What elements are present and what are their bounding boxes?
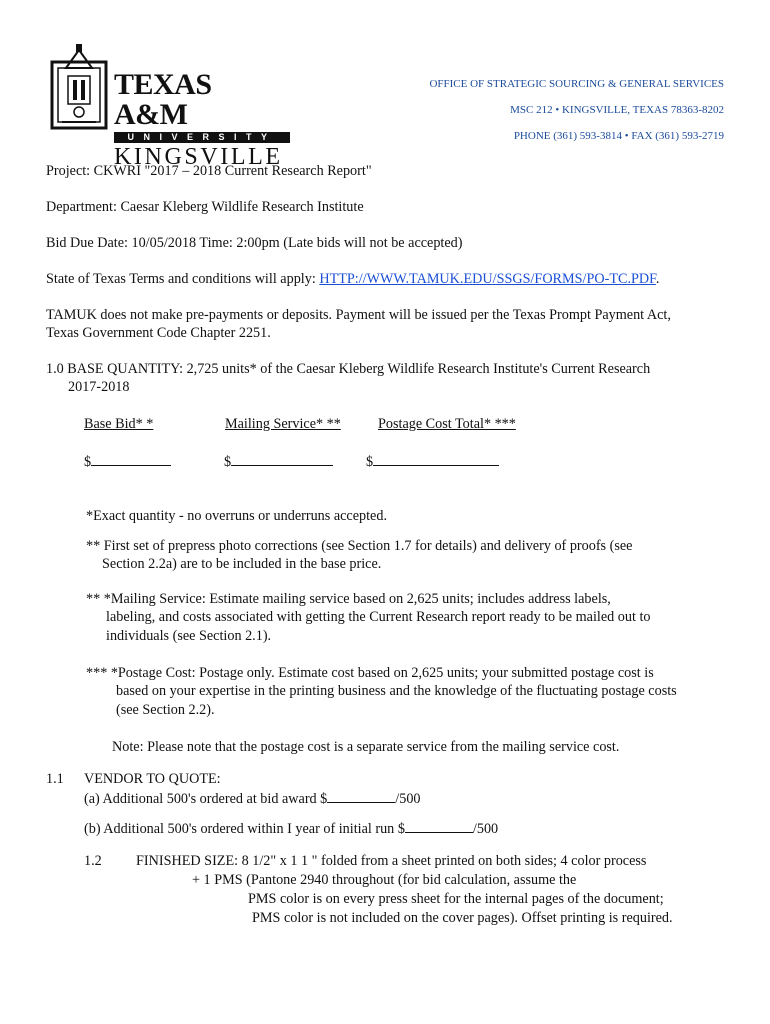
section-1-2-line-3: PMS color is on every press sheet for the internal pages of the document; xyxy=(248,891,664,907)
office-address: MSC 212 • KINGSVILLE, TEXAS 78363-8202 xyxy=(510,104,724,116)
project-line: Project: CKWRI "2017 – 2018 Current Research Report" xyxy=(46,163,372,179)
base-bid-header: Base Bid* * xyxy=(84,416,154,432)
note-mailing-line-1: ** *Mailing Service: Estimate mailing service based on 2,625 units; includes address labels, xyxy=(86,591,611,607)
department-line: Department: Caesar Kleberg Wildlife Research Institute xyxy=(46,199,364,215)
section-1-1-title: VENDOR TO QUOTE: xyxy=(84,771,221,787)
section-1-1-number: 1.1 xyxy=(46,771,64,787)
note-prepress-line-2: Section 2.2a) are to be included in the base price. xyxy=(102,556,382,572)
note-mailing-line-3: individuals (see Section 2.1). xyxy=(106,628,272,644)
note-exact-quantity: *Exact quantity - no overruns or underruns accepted. xyxy=(86,508,387,524)
note-postage-line-1: *** *Postage Cost: Postage only. Estimate cost based on 2,625 units; your submitted postage cost is xyxy=(86,665,654,681)
note-separate-service: Note: Please note that the postage cost is a separate service from the mailing service cost. xyxy=(112,739,620,755)
terms-line xyxy=(46,270,659,288)
base-quantity-line-2: 2017-2018 xyxy=(68,379,130,395)
tower-seal-icon xyxy=(48,42,110,130)
office-phone: PHONE (361) 593-3814 • FAX (361) 593-2719 xyxy=(513,130,724,142)
section-1-1-item-b: (b) Additional 500's ordered within I year of initial run $ /500 xyxy=(84,821,499,837)
university-logo xyxy=(48,42,288,170)
note-postage-line-2: based on your expertise in the printing business and the knowledge of the fluctuating postage costs xyxy=(116,683,677,699)
base-bid-field[interactable]: $ xyxy=(84,452,171,471)
note-prepress-line-1: ** First set of prepress photo corrections (see Section 1.7 for details) and delivery of proofs (see xyxy=(86,538,633,554)
mailing-service-field[interactable]: $ xyxy=(224,452,333,471)
mailing-service-header: Mailing Service* ** xyxy=(225,416,341,432)
bid-due-line: Bid Due Date: 10/05/2018 Time: 2:00pm (Late bids will not be accepted) xyxy=(46,235,463,251)
section-1-1-item-a: (a) Additional 500's ordered at bid award $ /500 xyxy=(84,791,421,807)
section-1-2-line-1: FINISHED SIZE: 8 1/2" x 1 1 " folded from a sheet printed on both sides; 4 color process xyxy=(136,853,647,869)
terms-prefix: State of Texas Terms and conditions will apply: xyxy=(46,271,320,287)
item-a-price-field[interactable] xyxy=(327,789,395,803)
item-b-price-field[interactable] xyxy=(405,819,473,833)
logo-university: UNIVERSITY xyxy=(114,132,290,143)
logo-kingsville: KINGSVILLE xyxy=(114,144,283,170)
base-quantity-line-1: 1.0 BASE QUANTITY: 2,725 units* of the Caesar Kleberg Wildlife Research Institute's Current Research xyxy=(46,361,651,377)
section-1-2-line-2: + 1 PMS (Pantone 2940 throughout (for bid calculation, assume the xyxy=(192,872,577,888)
payment-line-2: Texas Government Code Chapter 2251. xyxy=(46,325,271,341)
note-mailing-line-2: labeling, and costs associated with getting the Current Research report ready to be mailed out to xyxy=(106,609,651,625)
terms-link[interactable]: HTTP://WWW.TAMUK.EDU/SSGS/FORMS/PO-TC.PDF xyxy=(319,271,656,287)
section-1-2-line-4: PMS color is not included on the cover pages). Offset printing is required. xyxy=(252,910,673,926)
note-postage-line-3: (see Section 2.2). xyxy=(116,702,215,718)
terms-suffix: . xyxy=(655,271,660,287)
payment-line-1: TAMUK does not make pre-payments or deposits. Payment will be issued per the Texas Prompt Payment Act, xyxy=(46,307,671,323)
postage-cost-header: Postage Cost Total* *** xyxy=(378,416,516,432)
logo-texas-am: TEXAS A&M xyxy=(114,68,212,131)
office-info xyxy=(429,77,724,155)
office-name: OFFICE OF STRATEGIC SOURCING & GENERAL SERVICES xyxy=(429,78,724,90)
section-1-2-number: 1.2 xyxy=(84,853,102,869)
postage-cost-field[interactable]: $ xyxy=(366,452,499,471)
